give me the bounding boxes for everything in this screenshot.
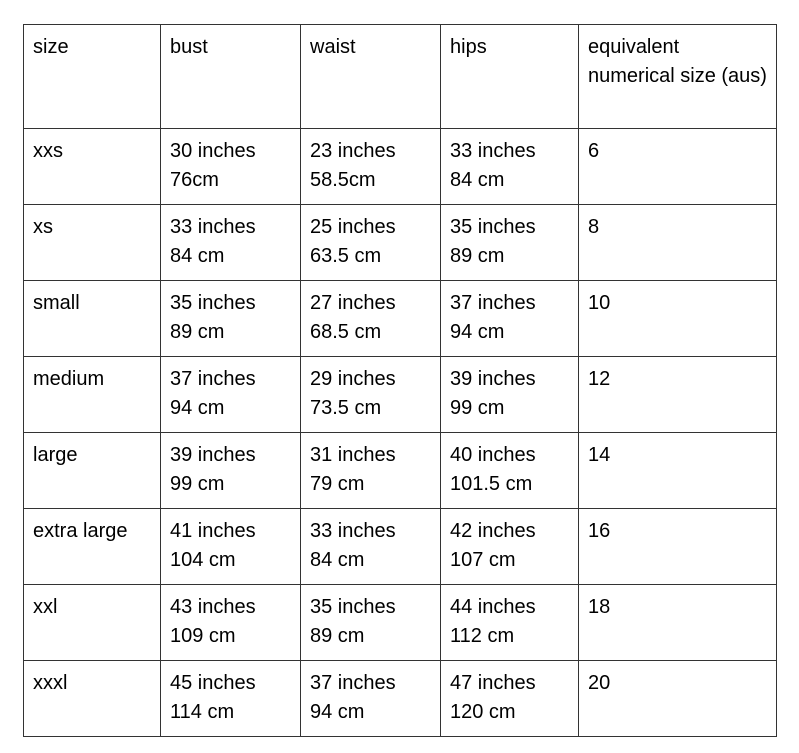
measurement-cm: 58.5cm	[310, 169, 376, 191]
measurement-cm: 99 cm	[170, 473, 225, 495]
measurement-inches: 30 inches	[170, 140, 256, 162]
cell-waist	[301, 585, 441, 661]
measurement-cm: 94 cm	[450, 321, 505, 343]
cell-aus-size: 16	[579, 509, 777, 585]
measurement-cm: 94 cm	[170, 397, 225, 419]
measurement-inches: 44 inches	[450, 596, 536, 618]
cell-aus-size: 20	[579, 661, 777, 737]
measurement-cm: 84 cm	[450, 169, 505, 191]
measurement-cm: 73.5 cm	[310, 397, 382, 419]
cell-hips	[441, 129, 579, 205]
cell-bust	[161, 585, 301, 661]
measurement-inches: 25 inches	[310, 216, 396, 238]
cell-aus-size: 6	[579, 129, 777, 205]
cell-waist	[301, 509, 441, 585]
cell-aus-size: 12	[579, 357, 777, 433]
measurement-cm: 99 cm	[450, 397, 505, 419]
measurement-inches: 35 inches	[450, 216, 536, 238]
cell-hips	[441, 433, 579, 509]
measurement-inches: 45 inches	[170, 672, 256, 694]
measurement-inches: 40 inches	[450, 444, 536, 466]
measurement-inches: 35 inches	[310, 596, 396, 618]
cell-size-label: medium	[24, 357, 161, 433]
cell-size-label: xs	[24, 205, 161, 281]
cell-bust	[161, 281, 301, 357]
measurement-inches: 39 inches	[170, 444, 256, 466]
measurement-cm: 120 cm	[450, 701, 516, 723]
cell-waist	[301, 661, 441, 737]
cell-bust	[161, 433, 301, 509]
table-row-xxxl	[24, 661, 777, 737]
measurement-inches: 33 inches	[310, 520, 396, 542]
measurement-inches: 33 inches	[450, 140, 536, 162]
measurement-inches: 41 inches	[170, 520, 256, 542]
cell-hips	[441, 509, 579, 585]
column-header-aus-size: equivalent numerical size (aus)	[579, 25, 777, 129]
measurement-inches: 37 inches	[170, 368, 256, 390]
measurement-cm: 76cm	[170, 169, 219, 191]
measurement-cm: 89 cm	[170, 321, 225, 343]
cell-waist	[301, 205, 441, 281]
cell-aus-size: 18	[579, 585, 777, 661]
cell-size-label: small	[24, 281, 161, 357]
measurement-cm: 68.5 cm	[310, 321, 382, 343]
cell-hips	[441, 585, 579, 661]
measurement-cm: 109 cm	[170, 625, 236, 647]
measurement-inches: 23 inches	[310, 140, 396, 162]
cell-size-label: xxs	[24, 129, 161, 205]
measurement-inches: 43 inches	[170, 596, 256, 618]
measurement-cm: 101.5 cm	[450, 473, 533, 495]
cell-size-label: extra large	[24, 509, 161, 585]
measurement-cm: 104 cm	[170, 549, 236, 571]
cell-aus-size: 14	[579, 433, 777, 509]
cell-size-label: xxxl	[24, 661, 161, 737]
measurement-inches: 29 inches	[310, 368, 396, 390]
measurement-inches: 42 inches	[450, 520, 536, 542]
column-header-size: size	[24, 25, 161, 129]
cell-bust	[161, 661, 301, 737]
measurement-cm: 63.5 cm	[310, 245, 382, 267]
measurement-cm: 107 cm	[450, 549, 516, 571]
cell-bust	[161, 205, 301, 281]
table-row-extra-large	[24, 509, 777, 585]
cell-waist	[301, 281, 441, 357]
table-row-xxl	[24, 585, 777, 661]
table-row-medium	[24, 357, 777, 433]
cell-bust	[161, 357, 301, 433]
measurement-cm: 84 cm	[170, 245, 225, 267]
header-row	[24, 25, 777, 129]
column-header-bust: bust	[161, 25, 301, 129]
measurement-cm: 84 cm	[310, 549, 365, 571]
cell-bust	[161, 509, 301, 585]
cell-hips	[441, 357, 579, 433]
measurement-inches: 33 inches	[170, 216, 256, 238]
cell-waist	[301, 433, 441, 509]
table-row-small	[24, 281, 777, 357]
measurement-cm: 94 cm	[310, 701, 365, 723]
measurement-inches: 37 inches	[310, 672, 396, 694]
column-header-hips: hips	[441, 25, 579, 129]
measurement-inches: 37 inches	[450, 292, 536, 314]
measurement-cm: 89 cm	[450, 245, 505, 267]
table-row-large	[24, 433, 777, 509]
measurement-cm: 79 cm	[310, 473, 365, 495]
cell-waist	[301, 129, 441, 205]
cell-hips	[441, 281, 579, 357]
measurement-inches: 31 inches	[310, 444, 396, 466]
cell-aus-size: 10	[579, 281, 777, 357]
measurement-inches: 47 inches	[450, 672, 536, 694]
measurement-inches: 39 inches	[450, 368, 536, 390]
measurement-cm: 112 cm	[450, 625, 515, 647]
cell-bust	[161, 129, 301, 205]
column-header-waist: waist	[301, 25, 441, 129]
cell-waist	[301, 357, 441, 433]
cell-aus-size: 8	[579, 205, 777, 281]
cell-size-label: large	[24, 433, 161, 509]
measurement-inches: 27 inches	[310, 292, 396, 314]
size-chart-table	[23, 24, 777, 737]
measurement-inches: 35 inches	[170, 292, 256, 314]
measurement-cm: 89 cm	[310, 625, 365, 647]
cell-hips	[441, 205, 579, 281]
cell-hips	[441, 661, 579, 737]
table-row-xs	[24, 205, 777, 281]
cell-size-label: xxl	[24, 585, 161, 661]
table-row-xxs	[24, 129, 777, 205]
measurement-cm: 114 cm	[170, 701, 235, 723]
